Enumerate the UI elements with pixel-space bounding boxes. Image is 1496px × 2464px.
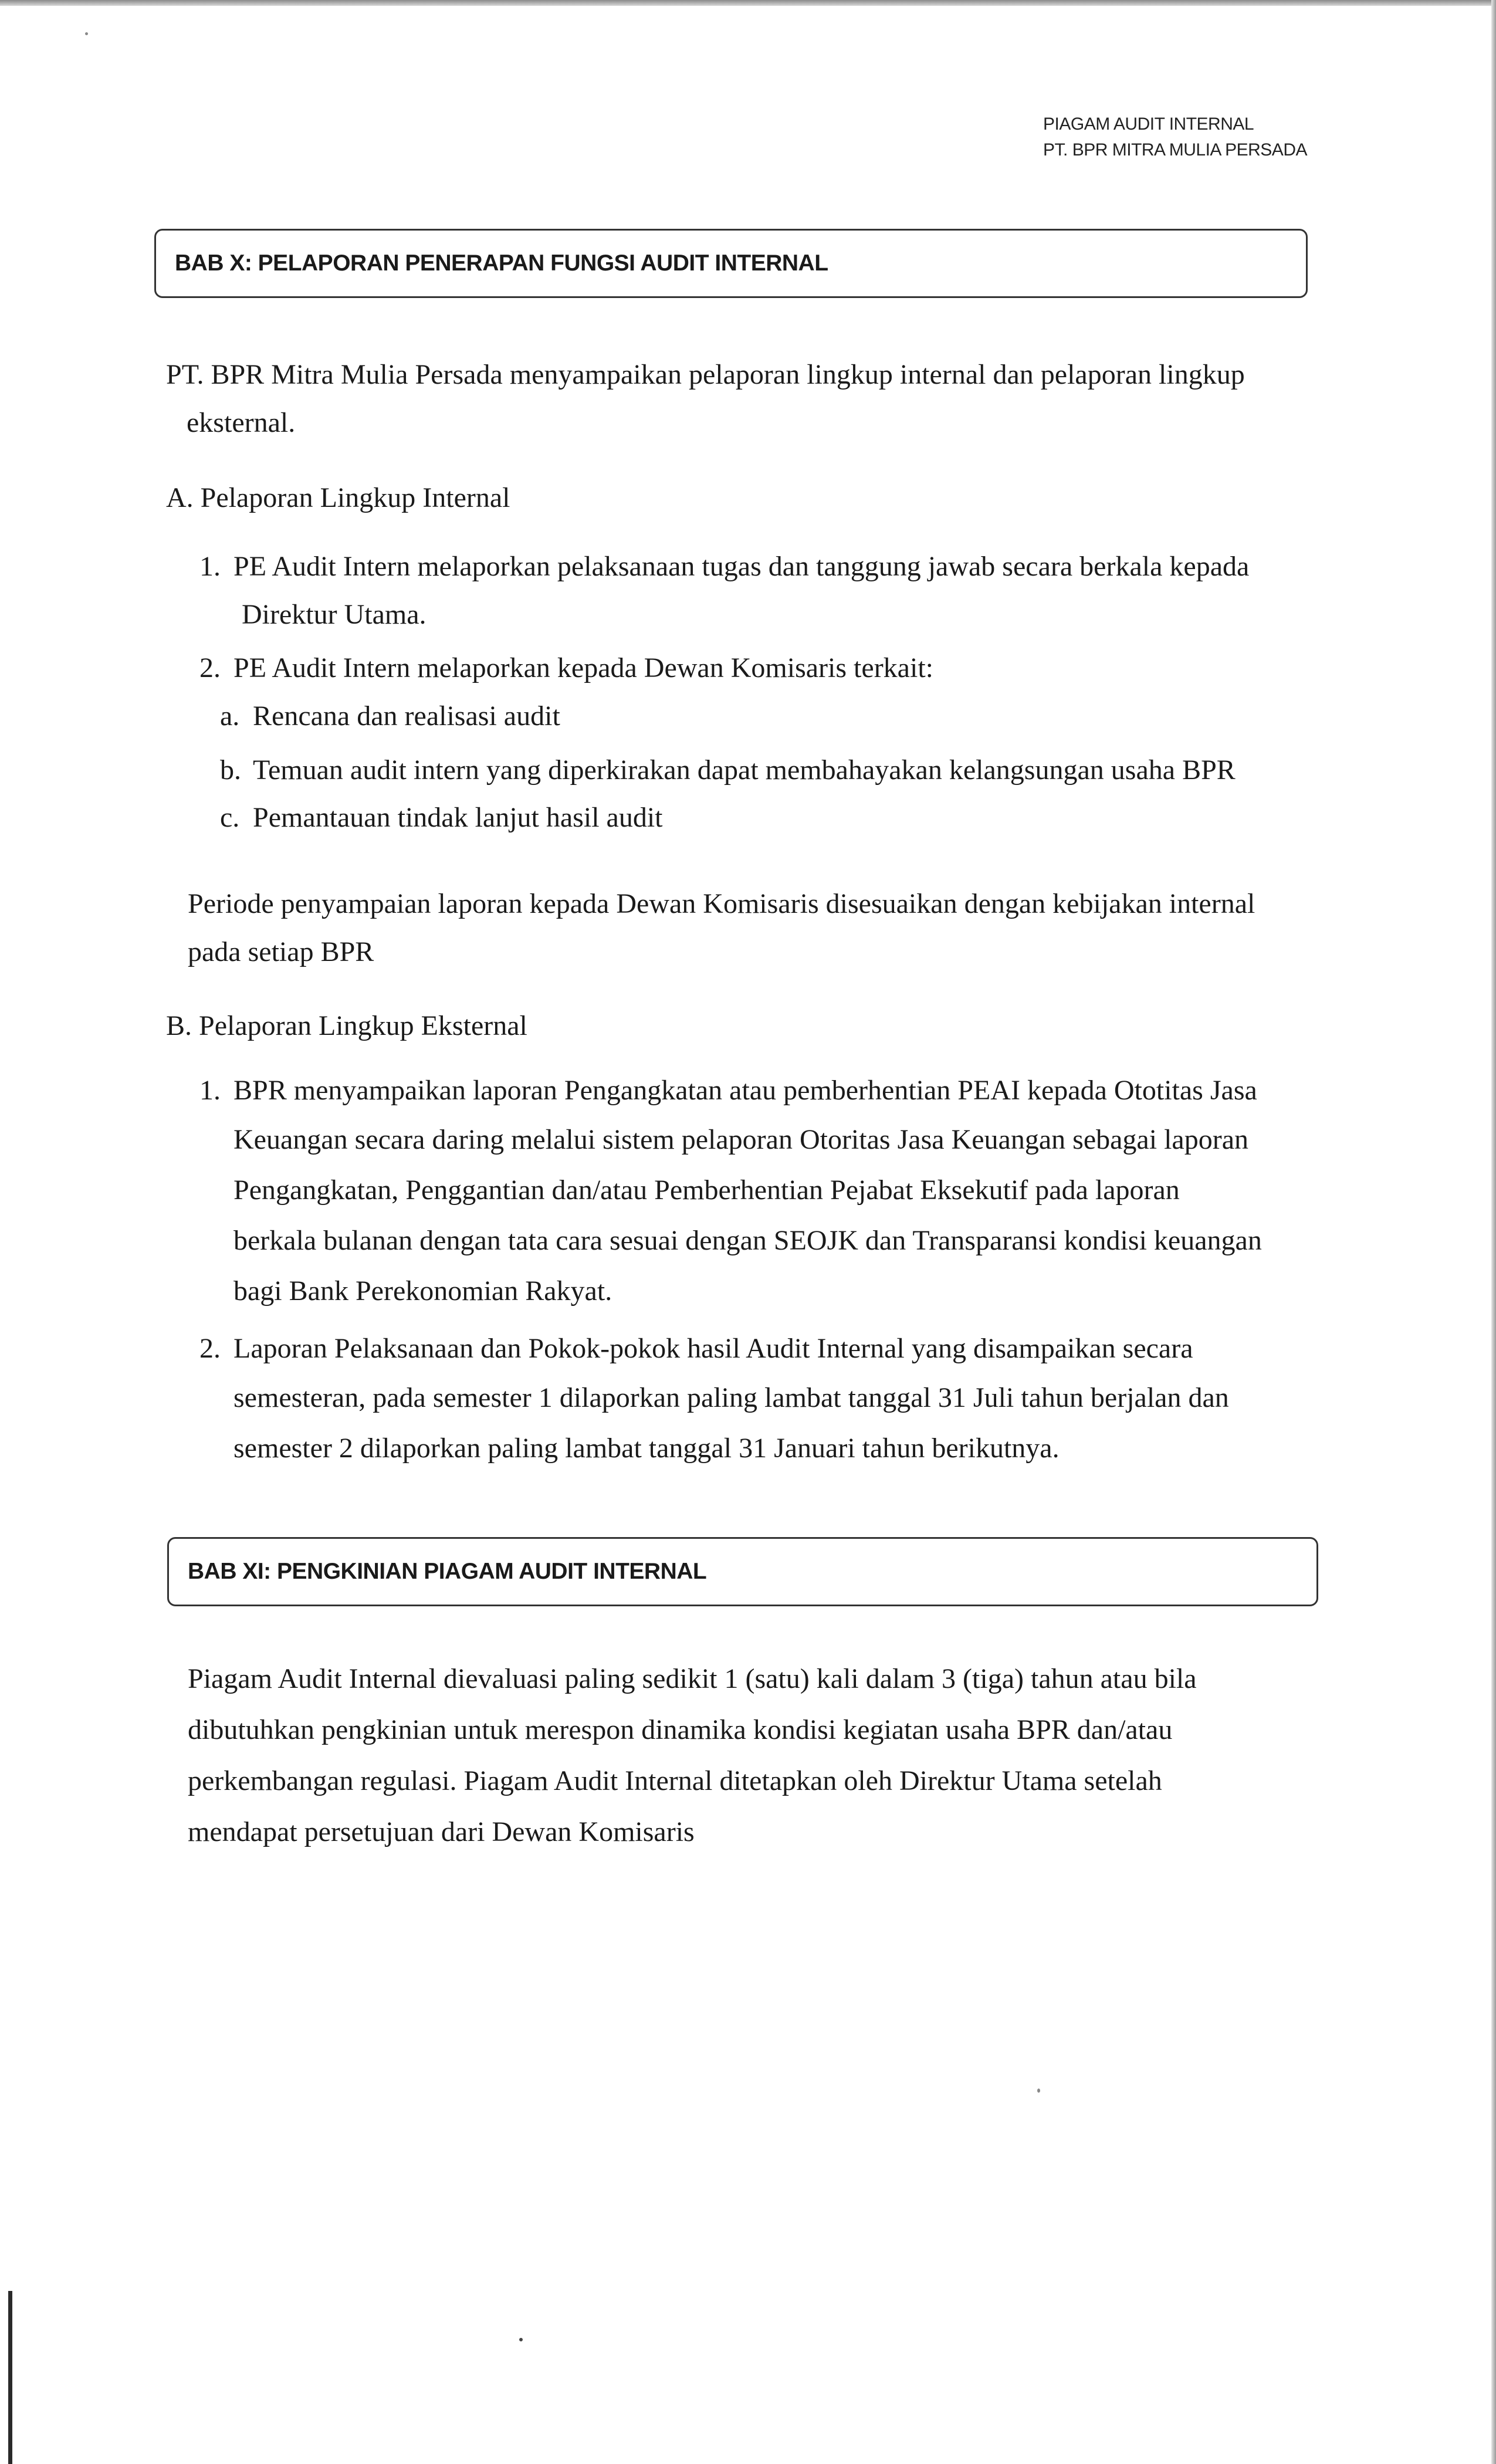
scan-edge-top [0,0,1496,6]
paragraph-line: pada setiap BPR [188,936,374,967]
document-header [1043,111,1307,163]
list-text: PE Audit Intern melaporkan pelaksanaan tugas dan tanggung jawab secara berkala kepada [233,551,1250,582]
chapter-heading-bab-xi [167,1537,1318,1606]
list-text: semesteran, pada semester 1 dilaporkan paling lambat tanggal 31 Juli tahun berjalan dan [233,1382,1229,1413]
list-text: semester 2 dilaporkan paling lambat tanggal 31 Januari tahun berikutnya. [233,1433,1060,1464]
sub-list-label: a. [220,700,240,732]
sub-list-text: Rencana dan realisasi audit [253,700,560,732]
list-item [199,644,933,692]
scan-speck [519,2338,523,2341]
header-title: PIAGAM AUDIT INTERNAL [1043,114,1254,134]
list-text: berkala bulanan dengan tata cara sesuai dengan SEOJK dan Transparansi kondisi keuangan [233,1225,1262,1256]
list-item [199,543,1314,639]
sub-list-text: Pemantauan tindak lanjut hasil audit [253,802,663,833]
bab-xi-paragraph [188,1653,1314,1857]
chapter-heading-bab-x [154,229,1308,298]
paragraph-line: dibutuhkan pengkinian untuk merespon dinamika kondisi kegiatan usaha BPR dan/atau [188,1714,1173,1745]
scan-speck [85,32,88,35]
paragraph-line: PT. BPR Mitra Mulia Persada menyampaikan pelaporan lingkup internal dan pelaporan lingkup [166,359,1245,390]
sub-list-label: b. [220,754,241,786]
list-text: Direktur Utama. [242,599,427,630]
section-heading-a: A. Pelaporan Lingkup Internal [166,482,510,513]
period-paragraph [188,880,1314,976]
list-text: bagi Bank Perekonomian Rakyat. [233,1275,612,1307]
sub-list-text: Temuan audit intern yang diperkirakan dapat membahayakan kelangsungan usaha BPR [253,754,1236,786]
chapter-title: BAB X: PELAPORAN PENERAPAN FUNGSI AUDIT INTERNAL [175,251,828,276]
list-number: 2. [199,652,221,683]
list-item [199,1067,1314,1316]
scan-edge-right [1491,0,1496,2464]
list-number: 2. [199,1333,221,1364]
scan-speck [1037,2089,1040,2093]
list-number: 1. [199,1075,221,1106]
paragraph-line: Piagam Audit Internal dievaluasi paling sedikit 1 (satu) kali dalam 3 (tiga) tahun atau bila [188,1663,1197,1694]
intro-paragraph [166,351,1313,447]
header-company: PT. BPR MITRA MULIA PERSADA [1043,140,1307,160]
paragraph-line: perkembangan regulasi. Piagam Audit Internal ditetapkan oleh Direktur Utama setelah [188,1765,1162,1796]
sub-list-label: c. [220,802,240,833]
paragraph-line: eksternal. [187,407,296,438]
paragraph-line: mendapat persetujuan dari Dewan Komisaris [188,1816,695,1847]
sub-list-item [220,692,560,740]
sub-list-item [220,746,1236,794]
list-number: 1. [199,551,221,582]
list-text: BPR menyampaikan laporan Pengangkatan atau pemberhentian PEAI kepada Ototitas Jasa [233,1075,1257,1106]
list-text: PE Audit Intern melaporkan kepada Dewan Komisaris terkait: [233,652,933,683]
scan-edge-mark [8,2291,12,2464]
list-text: Pengangkatan, Penggantian dan/atau Pemberhentian Pejabat Eksekutif pada laporan [233,1175,1180,1206]
list-text: Keuangan secara daring melalui sistem pelaporan Otoritas Jasa Keuangan sebagai laporan [233,1124,1248,1155]
section-heading-b: B. Pelaporan Lingkup Eksternal [166,1010,527,1041]
list-text: Laporan Pelaksanaan dan Pokok-pokok hasil Audit Internal yang disampaikan secara [233,1333,1193,1364]
chapter-title: BAB XI: PENGKINIAN PIAGAM AUDIT INTERNAL [188,1559,707,1584]
list-item [199,1325,1314,1474]
paragraph-line: Periode penyampaian laporan kepada Dewan Komisaris disesuaikan dengan kebijakan internal [188,888,1255,919]
sub-list-item [220,794,663,842]
